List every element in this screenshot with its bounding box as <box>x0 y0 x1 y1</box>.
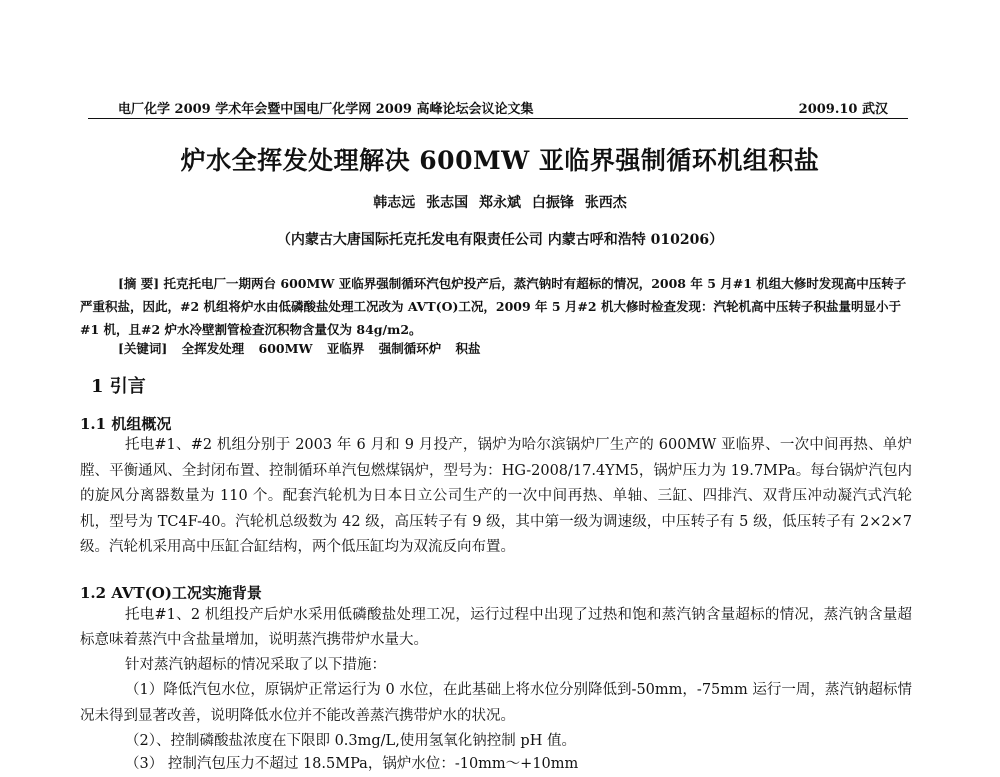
body-paragraph: （1）降低汽包水位，原锅炉正常运行为 0 水位，在此基础上将水位分别降低到-50mm，-75mm 运行一周，蒸汽钠超标情况未得到显著改善，说明降低水位并不能改善蒸汽携带炉水的状况。 <box>80 682 912 724</box>
body-paragraph: （3） 控制汽包压力不超过 18.5MPa，锅炉水位：-10mm～+10mm <box>125 756 579 772</box>
body-paragraph: 托电#1、2 机组投产后炉水采用低磷酸盐处理工况，运行过程中出现了过热和饱和蒸汽钠含量超标的情况，蒸汽钠含量超标意味着蒸汽中含盐量增加，说明蒸汽携带炉水量大。 <box>80 607 912 648</box>
affiliation: （内蒙古大唐国际托克托发电有限责任公司 内蒙古呼和浩特 010206） <box>276 232 724 248</box>
running-header-right: 2009.10 武汉 <box>798 102 888 117</box>
keywords: [关键词] 全挥发处理 600MW 亚临界 强制循环炉 积盐 <box>118 341 481 356</box>
section-heading-introduction: 1 引言 <box>91 376 146 397</box>
body-paragraph: 针对蒸汽钠超标的情况采取了以下措施： <box>125 657 386 673</box>
subsection-heading-unit-overview: 1.1 机组概况 <box>80 415 172 433</box>
abstract: [摘 要] 托克托电厂一期两台 600MW 亚临界强制循环汽包炉投产后，蒸汽钠时有超标的情况，2008 年 5 月#1 机组大修时发现高中压转子严重积盐，因此，#2 机组将炉水由低磷酸盐处理工况改为 AVT(O)工况，2009 年 5 月#2 机大修时检查发现：汽轮机高中压转子积盐量明显小于#1 机，且#2 炉水冷壁割管检查沉积物含量仅为 84g/m2。 <box>80 276 907 337</box>
author-list: 韩志远 张志国 郑永斌 白振锋 张西杰 <box>373 195 627 211</box>
header-rule <box>88 118 908 119</box>
subsection-heading-avt-background: 1.2 AVT(O)工况实施背景 <box>80 584 262 602</box>
body-paragraph: 托电#1、#2 机组分别于 2003 年 6 月和 9 月投产，锅炉为哈尔滨锅炉厂生产的 600MW 亚临界、一次中间再热、单炉膛、平衡通风、全封闭布置、控制循环单汽包燃煤锅炉，型号为：HG-2008/17.4YM5，锅炉压力为 19.7MPa。每台锅炉汽包内的旋风分离器数量为 110 个。配套汽轮机为日本日立公司生产的一次中间再热、单轴、三缸、四排汽、双背压冲动凝汽式汽轮机，型号为 TC4F-40。汽轮机总级数为 42 级，高压转子有 9 级，其中第一级为调速级，中压转子有 5 级，低压转子有 2×2×7 级。汽轮机采用高中压缸合缸结构，两个低压缸均为双流反向布置。 <box>80 437 912 556</box>
paper-title: 炉水全挥发处理解决 600MW 亚临界强制循环机组积盐 <box>180 146 820 175</box>
running-header <box>118 98 888 117</box>
running-header-left: 电厂化学 2009 学术年会暨中国电厂化学网 2009 高峰论坛会议论文集 <box>118 102 534 117</box>
body-paragraph: （2）、控制磷酸盐浓度在下限即 0.3mg/L,使用氢氧化钠控制 pH 值。 <box>125 733 576 749</box>
